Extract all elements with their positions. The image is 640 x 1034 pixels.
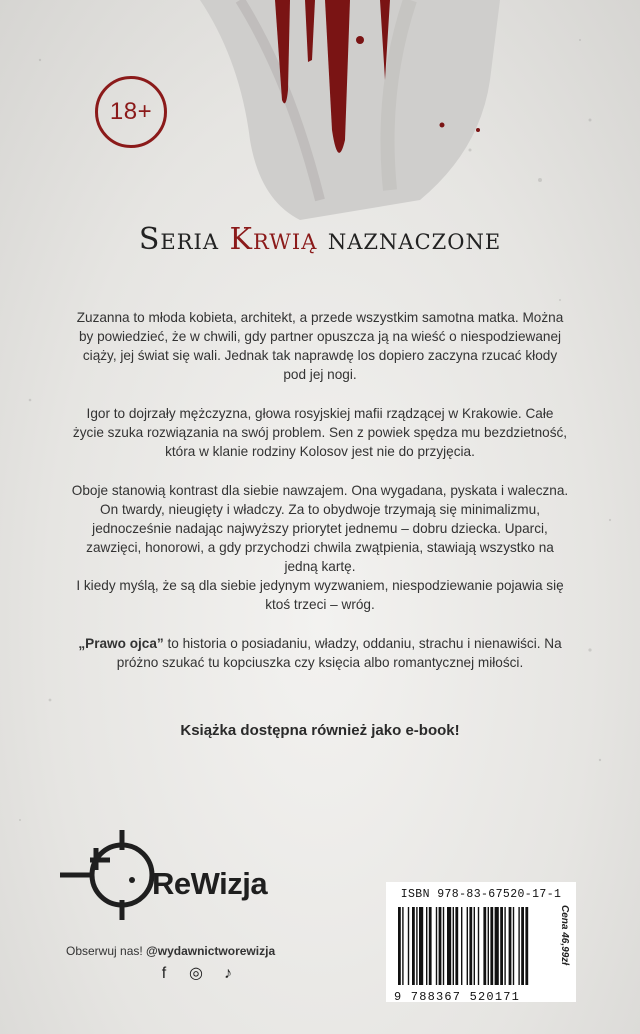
- follow-label: Obserwuj nas!: [66, 944, 147, 958]
- barcode: [386, 882, 576, 1002]
- facebook-icon: f: [161, 965, 167, 982]
- series-title-part3: naznaczone: [317, 222, 502, 257]
- ebook-note: Książka dostępna również jako e-book!: [180, 722, 460, 739]
- publisher-name: ReWizja: [152, 866, 268, 901]
- tiktok-icon: ♪: [224, 965, 232, 982]
- price-label: Cena 46,99zł: [559, 905, 570, 966]
- blurb-paragraph-4: [70, 634, 570, 672]
- age-rating-badge: [95, 76, 167, 148]
- social-icons: [155, 965, 237, 983]
- blurb-paragraph-4-text: to historia o posiadaniu, władzy, oddaniu, strachu i nienawiści. Na próżno szukać tu kopciuszka czy księcia albo romantycznej miłości.: [116, 636, 562, 670]
- series-title-part1: Seria: [138, 222, 230, 257]
- social-handle: @wydawnictworewizja: [146, 944, 276, 958]
- blurb-paragraph-3: Oboje stanowią kontrast dla siebie nawzajem. Ona wygadana, pyskata i waleczna. On twardy, nieugięty i władczy. Za to obydwoje trzymają się minimalizmu, jednocześnie nadając najwyższy priorytet jednemu – dobru dziecka. Uparci, zawzięci, honorowi, a gdy przychodzi chwila zwątpienia, stawiają wszystko na jedną kartę.: [71, 483, 569, 574]
- barcode-digits: 9 788367 520171: [394, 990, 521, 1004]
- back-cover-blurb: [70, 308, 570, 692]
- cover-illustration: [180, 0, 520, 240]
- blurb-paragraph-3b: I kiedy myślą, że są dla siebie jedynym wyzwaniem, niespodziewanie pojawia się ktoś trzeci – wróg.: [76, 578, 564, 612]
- series-title-part2: Krwią: [229, 222, 318, 257]
- blurb-paragraph-2: Igor to dojrzały mężczyzna, głowa rosyjskiej mafii rządzącej w Krakowie. Całe życie szuka rozwiązania na swój problem. Sen z powiek spędza mu bezdzietność, która w klanie rodziny Kolosov jest nie do przyjęcia.: [72, 406, 568, 459]
- follow-line: [66, 944, 275, 958]
- blurb-paragraph-1: Zuzanna to młoda kobieta, architekt, a przede wszystkim samotna matka. Można by powiedzieć, że w chwili, gdy partner opuszcza ją na wieść o niespodziewanej ciąży, jej świat się wali. Jednak tak naprawdę los dopiero zaczyna rzucać kłody pod jej nogi.: [76, 310, 564, 382]
- isbn-label: ISBN 978-83-67520-17-1: [400, 888, 562, 901]
- age-rating-text: 18+: [109, 98, 153, 125]
- series-title: [0, 222, 640, 257]
- instagram-icon: ◎: [189, 965, 203, 982]
- barcode-bars: [394, 907, 568, 989]
- book-title: „Prawo ojca”: [78, 636, 164, 651]
